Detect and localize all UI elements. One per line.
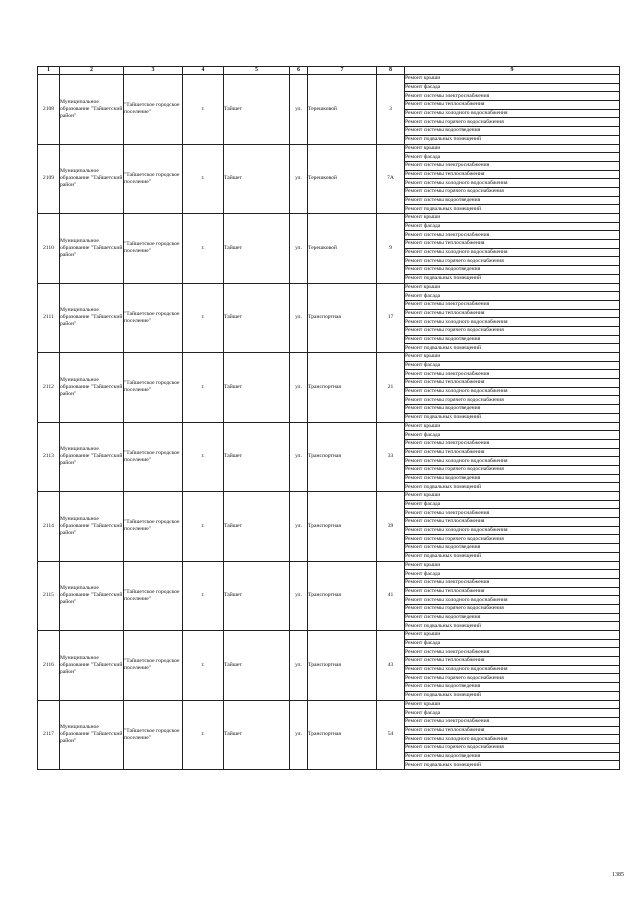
municipality-cell: Муниципальное образование "Тайшетский район" (60, 144, 124, 214)
work-item: Ремонт системы водоотведения (405, 405, 620, 414)
record-number: 2110 (38, 214, 60, 284)
work-item: Ремонт системы теплоснабжения (405, 657, 620, 666)
work-item: Ремонт крыши (405, 75, 620, 84)
work-item: Ремонт системы холодного водоснабжения (405, 526, 620, 535)
table-row (38, 561, 620, 570)
record-number: 2114 (38, 492, 60, 562)
work-item: Ремонт системы горячего водоснабжения (405, 535, 620, 544)
work-item: Ремонт системы холодного водоснабжения (405, 318, 620, 327)
work-item: Ремонт системы горячего водоснабжения (405, 465, 620, 474)
work-item: Ремонт фасада (405, 83, 620, 92)
work-item: Ремонт фасада (405, 639, 620, 648)
settlement-cell: "Тайшетское городское поселение" (124, 214, 183, 284)
work-item: Ремонт крыши (405, 561, 620, 570)
work-item: Ремонт фасада (405, 292, 620, 301)
table-row (38, 214, 620, 223)
municipality-cell: Муниципальное образование "Тайшетский район" (60, 492, 124, 562)
header-cell: 6 (290, 67, 308, 75)
work-item: Ремонт крыши (405, 631, 620, 640)
record-number: 2115 (38, 561, 60, 631)
table-row (38, 492, 620, 501)
work-item: Ремонт подвальных помещений (405, 552, 620, 561)
work-item: Ремонт крыши (405, 492, 620, 501)
locality-cell: Тайшет (224, 214, 290, 284)
street-cell: Терешковой (308, 144, 377, 214)
locality-cell: Тайшет (224, 700, 290, 770)
street-cell: Транспортная (308, 631, 377, 701)
work-item: Ремонт системы теплоснабжения (405, 448, 620, 457)
work-item: Ремонт системы горячего водоснабжения (405, 396, 620, 405)
work-item: Ремонт подвальных помещений (405, 135, 620, 144)
work-item: Ремонт системы холодного водоснабжения (405, 179, 620, 188)
work-item: Ремонт системы электроснабжения (405, 161, 620, 170)
work-item: Ремонт фасада (405, 709, 620, 718)
house-number-cell: 3 (377, 75, 405, 145)
locality-type-cell: г. (183, 353, 224, 423)
work-item: Ремонт системы теплоснабжения (405, 309, 620, 318)
work-item: Ремонт фасада (405, 570, 620, 579)
locality-cell: Тайшет (224, 144, 290, 214)
street-cell: Терешковой (308, 214, 377, 284)
header-cell: 2 (60, 67, 124, 75)
work-item: Ремонт подвальных помещений (405, 344, 620, 353)
work-item: Ремонт системы горячего водоснабжения (405, 674, 620, 683)
work-item: Ремонт системы холодного водоснабжения (405, 248, 620, 257)
work-item: Ремонт системы холодного водоснабжения (405, 457, 620, 466)
municipality-cell: Муниципальное образование "Тайшетский район" (60, 561, 124, 631)
work-item: Ремонт системы электроснабжения (405, 370, 620, 379)
work-item: Ремонт фасада (405, 431, 620, 440)
locality-type-cell: г. (183, 144, 224, 214)
work-item: Ремонт системы водоотведения (405, 196, 620, 205)
work-item: Ремонт системы горячего водоснабжения (405, 604, 620, 613)
table-row (38, 353, 620, 362)
header-cell: 9 (405, 67, 620, 75)
street-type-cell: ул. (290, 422, 308, 492)
work-item: Ремонт системы водоотведения (405, 613, 620, 622)
locality-cell: Тайшет (224, 492, 290, 562)
work-item: Ремонт системы холодного водоснабжения (405, 387, 620, 396)
table-row (38, 75, 620, 84)
locality-cell: Тайшет (224, 75, 290, 145)
work-item: Ремонт системы теплоснабжения (405, 170, 620, 179)
work-item: Ремонт системы горячего водоснабжения (405, 257, 620, 266)
record-number: 2117 (38, 700, 60, 770)
settlement-cell: "Тайшетское городское поселение" (124, 700, 183, 770)
work-item: Ремонт системы холодного водоснабжения (405, 665, 620, 674)
work-item: Ремонт подвальных помещений (405, 205, 620, 214)
settlement-cell: "Тайшетское городское поселение" (124, 75, 183, 145)
locality-type-cell: г. (183, 214, 224, 284)
work-item: Ремонт системы водоотведения (405, 335, 620, 344)
work-item: Ремонт крыши (405, 283, 620, 292)
work-item: Ремонт системы горячего водоснабжения (405, 326, 620, 335)
settlement-cell: "Тайшетское городское поселение" (124, 561, 183, 631)
work-item: Ремонт фасада (405, 500, 620, 509)
street-type-cell: ул. (290, 75, 308, 145)
street-type-cell: ул. (290, 353, 308, 423)
work-item: Ремонт системы водоотведения (405, 474, 620, 483)
work-item: Ремонт крыши (405, 144, 620, 153)
settlement-cell: "Тайшетское городское поселение" (124, 422, 183, 492)
header-cell: 7 (308, 67, 377, 75)
work-item: Ремонт системы теплоснабжения (405, 240, 620, 249)
locality-type-cell: г. (183, 631, 224, 701)
municipality-cell: Муниципальное образование "Тайшетский район" (60, 700, 124, 770)
work-item: Ремонт крыши (405, 214, 620, 223)
record-number: 2109 (38, 144, 60, 214)
street-cell: Транспортная (308, 283, 377, 353)
house-number-cell: 33 (377, 422, 405, 492)
work-item: Ремонт системы водоотведения (405, 266, 620, 275)
header-cell: 8 (377, 67, 405, 75)
address-work-table (37, 66, 620, 770)
house-number-cell: 21 (377, 353, 405, 423)
work-item: Ремонт подвальных помещений (405, 483, 620, 492)
page-number: 1385 (612, 872, 624, 878)
work-item: Ремонт системы теплоснабжения (405, 101, 620, 110)
work-item: Ремонт системы горячего водоснабжения (405, 118, 620, 127)
house-number-cell: 41 (377, 561, 405, 631)
municipality-cell: Муниципальное образование "Тайшетский район" (60, 75, 124, 145)
street-cell: Транспортная (308, 353, 377, 423)
work-item: Ремонт системы электроснабжения (405, 717, 620, 726)
work-item: Ремонт системы горячего водоснабжения (405, 187, 620, 196)
table-row (38, 422, 620, 431)
header-row (38, 67, 620, 75)
street-cell: Терешковой (308, 75, 377, 145)
municipality-cell: Муниципальное образование "Тайшетский район" (60, 214, 124, 284)
settlement-cell: "Тайшетское городское поселение" (124, 144, 183, 214)
locality-type-cell: г. (183, 561, 224, 631)
municipality-cell: Муниципальное образование "Тайшетский район" (60, 422, 124, 492)
locality-cell: Тайшет (224, 422, 290, 492)
street-type-cell: ул. (290, 214, 308, 284)
settlement-cell: "Тайшетское городское поселение" (124, 631, 183, 701)
record-number: 2108 (38, 75, 60, 145)
header-cell: 3 (124, 67, 183, 75)
house-number-cell: 43 (377, 631, 405, 701)
work-item: Ремонт фасада (405, 153, 620, 162)
house-number-cell: 7А (377, 144, 405, 214)
work-item: Ремонт подвальных помещений (405, 413, 620, 422)
work-item: Ремонт подвальных помещений (405, 622, 620, 631)
locality-cell: Тайшет (224, 283, 290, 353)
municipality-cell: Муниципальное образование "Тайшетский район" (60, 283, 124, 353)
table-body (38, 75, 620, 770)
record-number: 2112 (38, 353, 60, 423)
house-number-cell: 39 (377, 492, 405, 562)
locality-type-cell: г. (183, 700, 224, 770)
work-item: Ремонт системы электроснабжения (405, 509, 620, 518)
work-item: Ремонт крыши (405, 422, 620, 431)
work-item: Ремонт системы электроснабжения (405, 300, 620, 309)
house-number-cell: 17 (377, 283, 405, 353)
record-number: 2113 (38, 422, 60, 492)
work-item: Ремонт системы водоотведения (405, 127, 620, 136)
street-type-cell: ул. (290, 631, 308, 701)
street-type-cell: ул. (290, 561, 308, 631)
header-cell: 5 (224, 67, 290, 75)
record-number: 2116 (38, 631, 60, 701)
street-cell: Транспортная (308, 422, 377, 492)
street-type-cell: ул. (290, 700, 308, 770)
work-item: Ремонт системы горячего водоснабжения (405, 743, 620, 752)
house-number-cell: 9 (377, 214, 405, 284)
work-item: Ремонт системы холодного водоснабжения (405, 735, 620, 744)
work-item: Ремонт системы теплоснабжения (405, 518, 620, 527)
settlement-cell: "Тайшетское городское поселение" (124, 492, 183, 562)
street-type-cell: ул. (290, 144, 308, 214)
work-item: Ремонт крыши (405, 700, 620, 709)
locality-type-cell: г. (183, 422, 224, 492)
street-type-cell: ул. (290, 283, 308, 353)
work-item: Ремонт подвальных помещений (405, 274, 620, 283)
header-cell: 4 (183, 67, 224, 75)
work-item: Ремонт подвальных помещений (405, 691, 620, 700)
work-item: Ремонт системы водоотведения (405, 683, 620, 692)
locality-type-cell: г. (183, 492, 224, 562)
locality-cell: Тайшет (224, 353, 290, 423)
table-row (38, 144, 620, 153)
header-cell: 1 (38, 67, 60, 75)
work-item: Ремонт крыши (405, 353, 620, 362)
work-item: Ремонт системы холодного водоснабжения (405, 596, 620, 605)
settlement-cell: "Тайшетское городское поселение" (124, 283, 183, 353)
street-cell: Транспортная (308, 492, 377, 562)
locality-cell: Тайшет (224, 631, 290, 701)
work-item: Ремонт системы теплоснабжения (405, 726, 620, 735)
work-item: Ремонт системы холодного водоснабжения (405, 109, 620, 118)
street-type-cell: ул. (290, 492, 308, 562)
municipality-cell: Муниципальное образование "Тайшетский район" (60, 353, 124, 423)
work-item: Ремонт системы теплоснабжения (405, 379, 620, 388)
work-item: Ремонт системы электроснабжения (405, 92, 620, 101)
work-item: Ремонт фасада (405, 361, 620, 370)
work-item: Ремонт подвальных помещений (405, 761, 620, 770)
settlement-cell: "Тайшетское городское поселение" (124, 353, 183, 423)
table-row (38, 283, 620, 292)
work-item: Ремонт системы теплоснабжения (405, 587, 620, 596)
work-item: Ремонт системы водоотведения (405, 544, 620, 553)
house-number-cell: 54 (377, 700, 405, 770)
work-item: Ремонт системы водоотведения (405, 752, 620, 761)
municipality-cell: Муниципальное образование "Тайшетский район" (60, 631, 124, 701)
work-item: Ремонт системы электроснабжения (405, 439, 620, 448)
work-item: Ремонт системы электроснабжения (405, 578, 620, 587)
locality-cell: Тайшет (224, 561, 290, 631)
locality-type-cell: г. (183, 75, 224, 145)
table-row (38, 631, 620, 640)
work-item: Ремонт системы электроснабжения (405, 231, 620, 240)
table-row (38, 700, 620, 709)
work-item: Ремонт фасада (405, 222, 620, 231)
work-item: Ремонт системы электроснабжения (405, 648, 620, 657)
street-cell: Транспортная (308, 561, 377, 631)
street-cell: Транспортная (308, 700, 377, 770)
record-number: 2111 (38, 283, 60, 353)
locality-type-cell: г. (183, 283, 224, 353)
